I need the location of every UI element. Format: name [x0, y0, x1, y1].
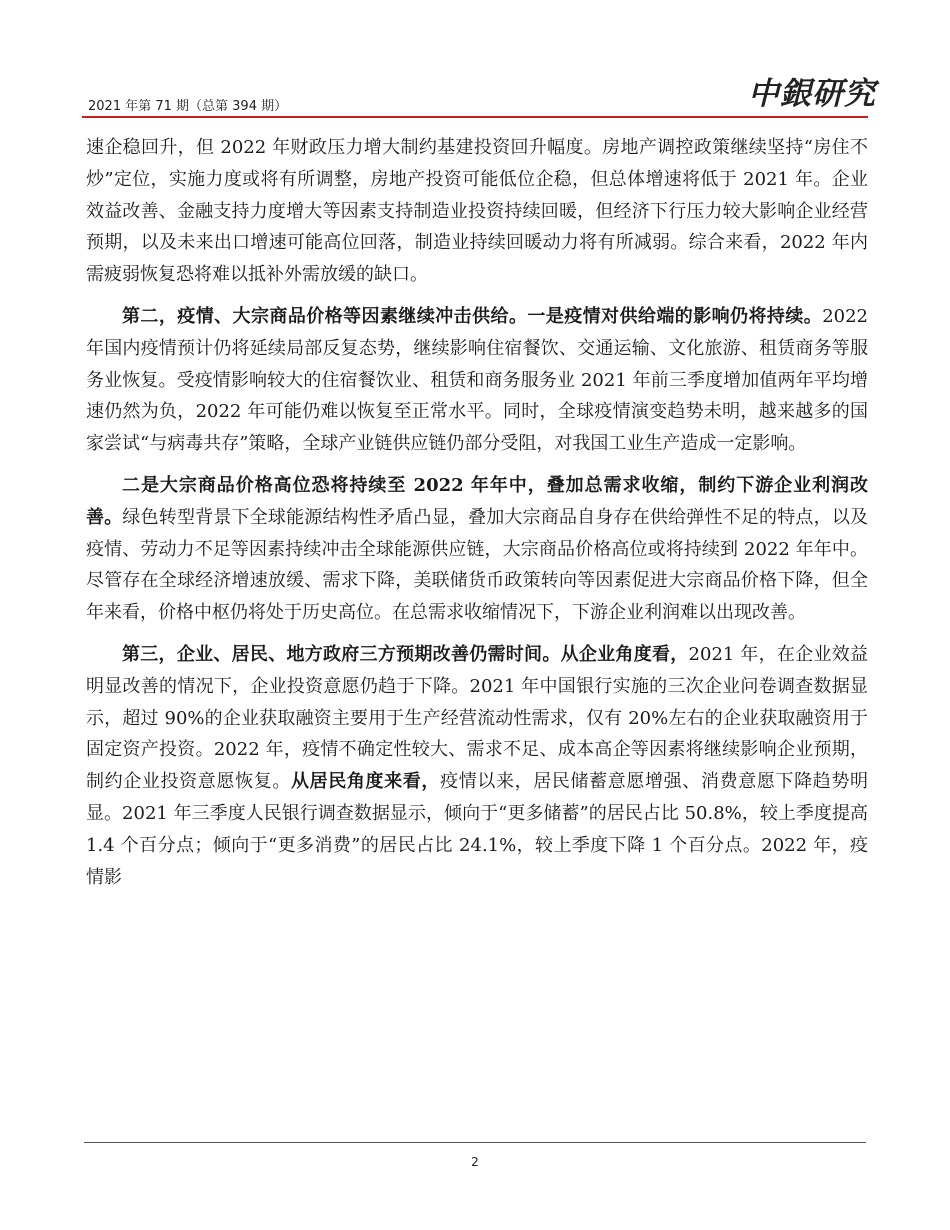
paragraph-3 — [86, 470, 868, 629]
document-body — [86, 132, 868, 903]
paragraph-4-subheading: 从居民角度来看， — [290, 771, 441, 793]
paragraph-3-heading: 二是大宗商品价格高位恐将持续至 2022 年年中，叠加总需求收缩，制约下游企业利润改善。 — [86, 474, 868, 528]
footer-divider — [84, 1142, 866, 1143]
paragraph-4-heading: 第三，企业、居民、地方政府三方预期改善仍需时间。从企业角度看， — [122, 643, 689, 665]
paragraph-2-heading: 第二，疫情、大宗商品价格等因素继续冲击供给。一是疫情对供给端的影响仍将持续。 — [122, 305, 823, 327]
paragraph-2-text: 2022 年国内疫情预计仍将延续局部反复态势，继续影响住宿餐饮、交通运输、文化旅游、租赁商务等服务业恢复。受疫情影响较大的住宿餐饮业、租赁和商务服务业 2021 年前三季度增加值两年平均增速仍然为负，2022 年可能仍难以恢复至正常水平。同时，全球疫情演变趋势未明，越来越多的国家尝试“与病毒共存”策略，全球产业链供应链仍部分受阻，对我国工业生产造成一定影响。 — [86, 305, 868, 455]
header-divider — [82, 116, 868, 118]
paragraph-2 — [86, 301, 868, 460]
paragraph-3-text: 绿色转型背景下全球能源结构性矛盾凸显，叠加大宗商品自身存在供给弹性不足的特点，以及疫情、劳动力不足等因素持续冲击全球能源供应链，大宗商品价格高位或将持续到 2022 年年中。尽管存在全球经济增速放缓、需求下降，美联储货币政策转向等因素促进大宗商品价格下降，但全年来看，价格中枢仍将处于历史高位。在总需求收缩情况下，下游企业利润难以出现改善。 — [86, 506, 869, 624]
paragraph-1 — [86, 132, 868, 291]
paragraph-4-text-2: 疫情以来，居民储蓄意愿增强、消费意愿下降趋势明显。2021 年三季度人民银行调查数据显示，倾向于“更多储蓄”的居民占比 50.8%，较上季度提高 1.4 个百分点；倾向于“更多消费”的居民占比 24.1%，较上季度下降 1 个百分点。2022 年，疫情影 — [86, 771, 869, 888]
issue-label: 2021 年第 71 期（总第 394 期） — [88, 99, 288, 114]
paragraph-4-text: 2021 年，在企业效益明显改善的情况下，企业投资意愿仍趋于下降。2021 年中国银行实施的三次企业问卷调查数据显示，超过 90%的企业获取融资主要用于生产经营流动性需求，仅有 20%左右的企业获取融资用于固定资产投资。2022 年，疫情不确定性较大、需求不足、成本高企等因素将继续影响企业预期，制约企业投资意愿恢复。 — [86, 643, 869, 793]
paragraph-1-text: 速企稳回升，但 2022 年财政压力增大制约基建投资回升幅度。房地产调控政策继续坚持“房住不炒”定位，实施力度或将有所调整，房地产投资可能低位企稳，但总体增速将低于 2021 年。企业效益改善、金融支持力度增大等因素支持制造业投资持续回暖，但经济下行压力较大影响企业经营预期，以及未来出口增速可能高位回落，制造业持续回暖动力将有所减弱。综合来看，2022 年内需疲弱恢复恐将难以抵补外需放缓的缺口。 — [86, 137, 868, 286]
paragraph-4 — [86, 639, 868, 893]
logo: 中銀研究 — [748, 76, 876, 112]
page-number: 2 — [471, 1155, 479, 1169]
